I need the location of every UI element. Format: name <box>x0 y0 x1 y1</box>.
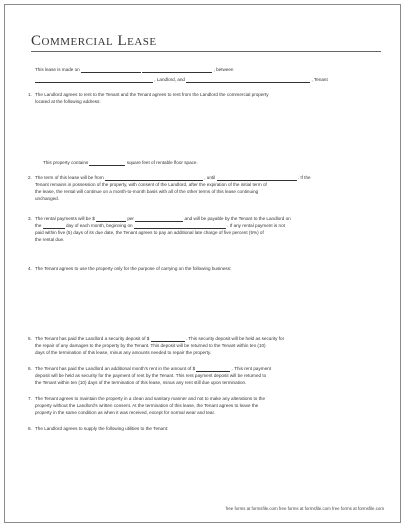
deposit-blank <box>151 336 185 342</box>
rent-begin-blank <box>134 223 226 229</box>
clause-3-text-e: day of each month, beginning on <box>65 223 133 228</box>
clause-3-text-b: per <box>127 216 134 221</box>
intro-text-4: , Tenant <box>311 77 328 82</box>
landlord-blank-a <box>142 67 212 73</box>
clause-1-line-1: The Landlord agrees to rent to the Tenant and the Tenant agrees to rent from the Landlord the commercial property <box>35 92 269 97</box>
intro-text-1: This lease is made on <box>35 67 80 72</box>
clause-3-text-a: The rental payments will be $ <box>35 216 95 221</box>
clause-5-text-a: The Tenant has paid the Landlord a security deposit of $ <box>35 336 150 341</box>
clause-3-line-4: the rental due. <box>35 237 65 242</box>
clause-5-line-2: the repair of any damages to the property by the Tenant. This deposit will be returned to the Tenant within ten (10) <box>35 343 266 348</box>
clause-3-line-2 <box>35 223 285 229</box>
clause-7-line-1: The Tenant agrees to maintain the property in a clean and sanitary manner and not to make any alterations to the <box>35 396 265 401</box>
rent-day-blank <box>43 223 65 229</box>
clause-2-line-1 <box>35 175 311 181</box>
clause-2-text-a: The term of this lease will be from <box>35 175 104 180</box>
clause-2-text-b: , until <box>204 175 216 180</box>
term-start-blank <box>105 175 203 181</box>
clause-4-number: 4. <box>28 266 32 271</box>
clause-7-line-3: property in the same condition as when it was received, except for normal wear and tear. <box>35 410 216 415</box>
clause-6-text-b: . This rent payment <box>231 366 271 371</box>
clause-5-number: 5. <box>28 336 32 341</box>
square-feet-text-2: square feet of rentable floor space. <box>126 160 198 165</box>
term-end-blank <box>217 175 297 181</box>
clause-2-line-3: the lease, the rental will continue on a month-to-month basis with all of the other terms of this lease continuing <box>35 189 259 194</box>
document-title: Commercial Lease <box>31 33 157 49</box>
clause-8-line-1: The Landlord agrees to supply the following utilities to the Tenant: <box>35 426 169 431</box>
intro-text-2: , between <box>213 67 234 72</box>
clause-3-line-3: paid within five (5) days of its due date, the Tenant agrees to pay an additional late charge of five percent (5%) of <box>35 230 264 235</box>
intro-line-1 <box>35 67 233 73</box>
page-footer: free forms at formsfile.com free forms at formsfile.com free forms at formsfile.com <box>225 506 384 511</box>
square-feet-line <box>43 160 198 166</box>
extra-rent-blank <box>196 366 230 372</box>
clause-5-line-3: days of the termination of this lease, minus any amounts needed to repair the property. <box>35 350 212 355</box>
clause-5-line-1 <box>35 336 284 342</box>
clause-3-text-c: and will be payable by the Tenant to the Landlord on <box>184 216 291 221</box>
lease-document <box>4 4 401 523</box>
clause-8-number: 8. <box>28 426 32 431</box>
clause-3-text-d: the <box>35 223 42 228</box>
intro-line-2 <box>35 77 328 83</box>
title-divider <box>31 51 381 52</box>
landlord-blank <box>35 77 153 83</box>
clause-6-line-2: deposit will be held as security for the payment of rent by the Tenant. This rent payment deposit will be returned to <box>35 373 267 378</box>
clause-3-number: 3. <box>28 216 32 221</box>
square-feet-text-1: This property contains <box>43 160 89 165</box>
clause-2-number: 2. <box>28 175 32 180</box>
tenant-blank <box>186 77 310 83</box>
clause-6-line-3: the Tenant within ten (10) days of the termination of this lease, minus any rent still due upon termination. <box>35 380 247 385</box>
rent-period-blank <box>135 216 183 222</box>
clause-2-text-c: . If the <box>297 175 311 180</box>
clause-1-number: 1. <box>28 92 32 97</box>
rent-amount-blank <box>96 216 126 222</box>
clause-2-line-2: Tenant remains in possession of the property, with consent of the Landlord, after the expiration of the initial term of <box>35 182 267 187</box>
clause-2-line-4: unchanged. <box>35 196 60 201</box>
clause-7-number: 7. <box>28 396 32 401</box>
clause-5-text-b: . This security deposit will be held as security for <box>185 336 285 341</box>
clause-7-line-2: property without the Landlord's written consent. At the termination of this lease, the Tenant agrees to leave the <box>35 403 259 408</box>
clause-6-text-a: The Tenant has paid the Landlord an additional month's rent in the amount of $ <box>35 366 196 371</box>
date-blank <box>81 67 141 73</box>
clause-6-line-1 <box>35 366 271 372</box>
clause-6-number: 6. <box>28 366 32 371</box>
clause-4-line-1: The Tenant agrees to use the property only for the purpose of carrying on the following business: <box>35 266 232 271</box>
clause-3-line-1 <box>35 216 291 222</box>
clause-3-text-f: . If any rental payment is not <box>227 223 285 228</box>
square-feet-blank <box>89 160 125 166</box>
clause-1-line-2: located at the following address: <box>35 99 101 104</box>
intro-text-3: , Landlord, and <box>154 77 185 82</box>
